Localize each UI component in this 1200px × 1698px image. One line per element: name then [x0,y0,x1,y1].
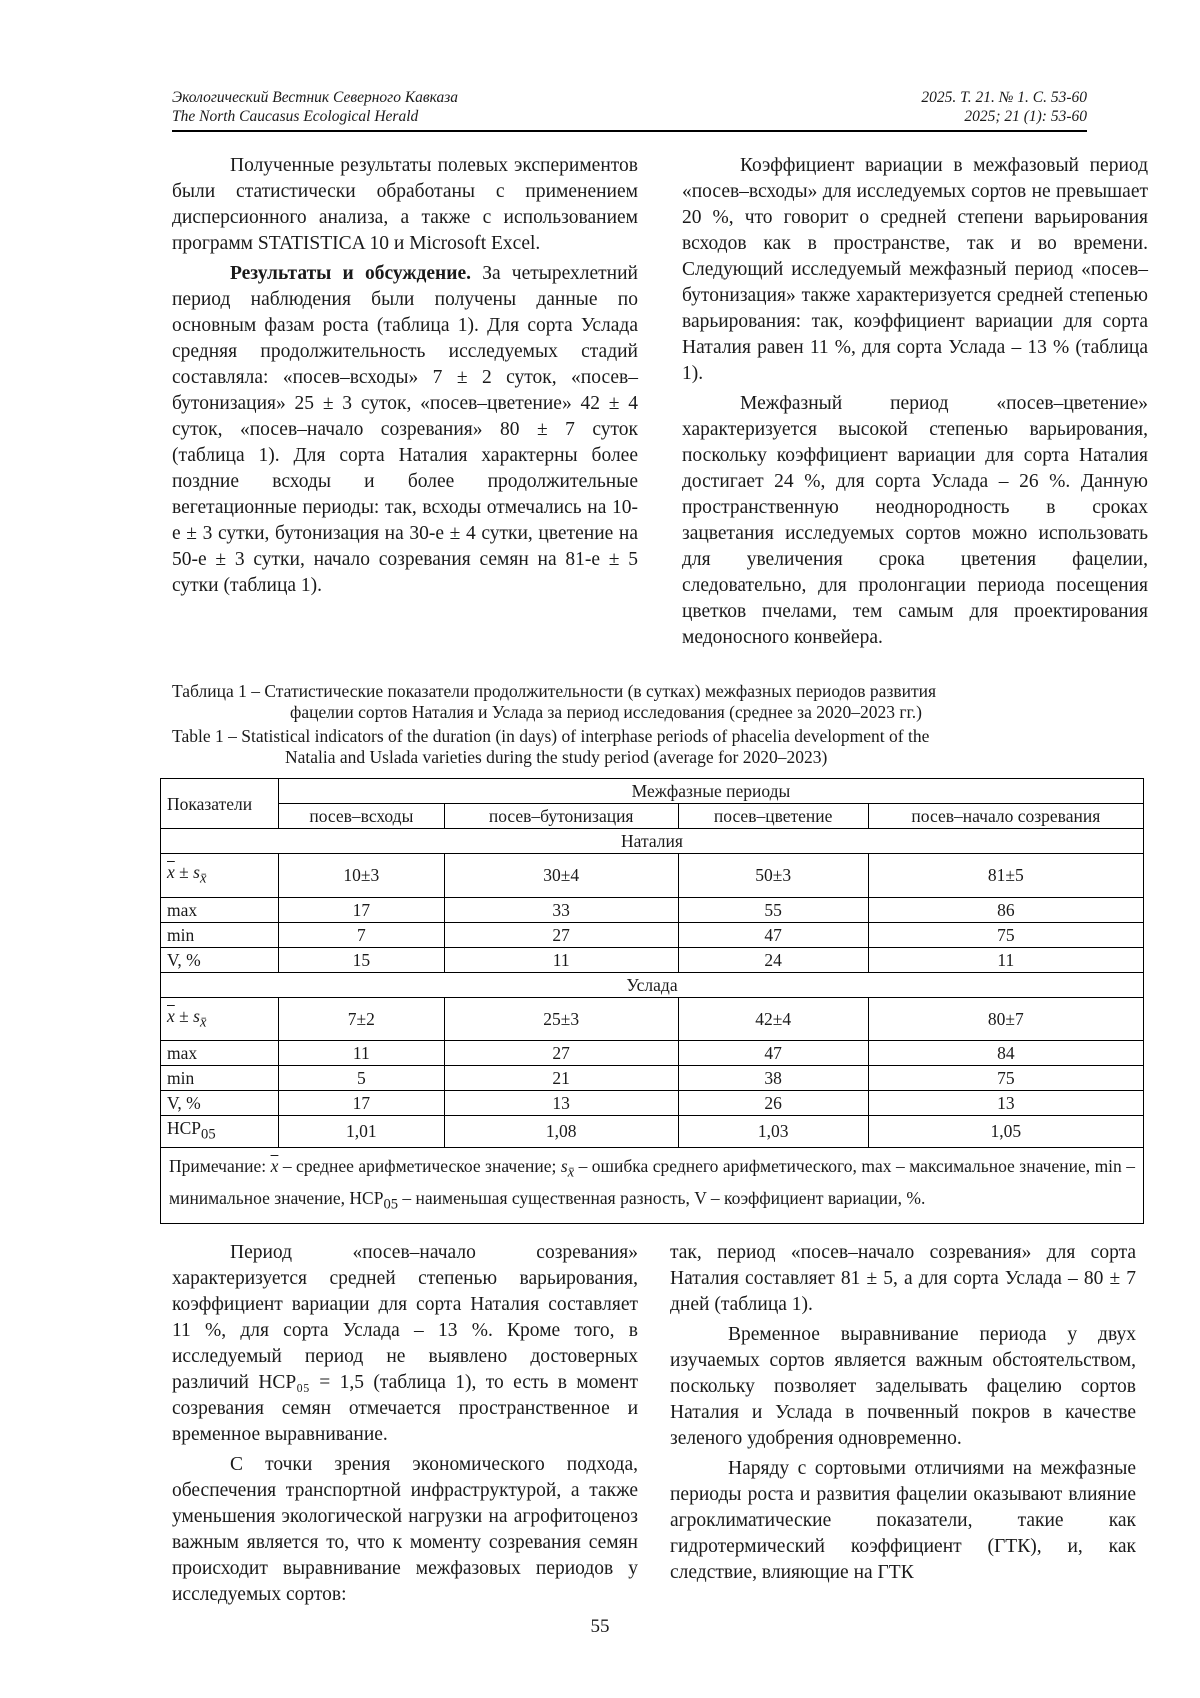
paragraph: Межфазный период «посев–цветение» характеризуется высокой степенью варьирования, поскольку коэффициент вариации для сорта Наталия достигает 24 %, для сорта Услада – 26 %. Данную пространственную неоднородность в сроках зацветания исследуемых сортов можно использовать для увеличения срока цветения фацелии, следовательно, для пролонгации периода посещения цветков пчелами, тем самым для проектирования медоносного конвейера. [682,393,1148,648]
table-cell: 47 [678,1041,868,1066]
row-label-min: min [161,1066,279,1091]
table-cell: 11 [444,947,678,972]
hsr-subscript: 05 [201,1126,216,1143]
note-label: Примечание: [169,1155,267,1176]
hsr-subscript: 05 [383,1196,399,1213]
row-label-v: V, % [161,947,279,972]
paragraph-body: За четырехлетний период наблюдения были получены данные по основным фазам роста (таблица 1). Для сорта Услада средняя продолжительность исследуемых стадий составляла: «посев–всходы» 7 ± 2 суток, «посев–бутонизация» 25 ± 3 суток, «посев–цветение» 42 ± 4 суток, «посев–начало созревания» 80 ± 7 суток (таблица 1). Для сорта Наталия характерны более поздние всходы и более продолжительные вегетационные периоды: так, всходы отмечались на 10-е ± 3 сутки, бутонизация на 30-е ± 4 сутки, цветение на 50-е ± 3 сутки, начало созревания семян на 81-е ± 5 сутки (таблица 1). [172,263,638,596]
x-bar-symbol: $\overline{x}$ [270,1155,279,1176]
column-header: посев–начало созревания [868,804,1143,829]
table-cell: 5 [279,1066,445,1091]
header-rule [172,130,1087,132]
row-label-mean: $\overline{x} \pm s_{x̄}$ [161,997,279,1041]
table-cell: 13 [868,1091,1143,1116]
row-label-hsr [161,1116,279,1148]
journal-title-ru: Экологический Вестник Северного Кавказа [172,89,459,106]
table-caption-ru [172,681,1087,723]
caption-line: Natalia and Uslada varieties during the study period (average for 2020–2023) [285,747,828,767]
row-label-min: min [161,922,279,947]
citation-ru: 2025. Т. 21. № 1. С. 53-60 [921,89,1087,106]
table-note-row [161,1147,1144,1223]
s-subscript: x̄ [199,870,207,887]
data-table [160,778,1144,1224]
table-cell: 80±7 [868,997,1143,1041]
table-cell: 13 [444,1091,678,1116]
table-row [161,1041,1144,1066]
paragraph: С точки зрения экономического подхода, обеспечения транспортной инфраструктурой, а также уменьшения экологической нагрузки на агрофитоценоз важным является то, что к моменту созревания семян происходит выравнивание межфазовых периодов у исследуемых сортов: [172,1454,638,1605]
s-subscript: x̄ [199,1014,207,1030]
table-row [161,1066,1144,1091]
table-cell: 7±2 [279,997,445,1041]
table-cell: 50±3 [678,854,868,898]
paragraph: Полученные результаты полевых экспериментов были статистически обработаны с применением дисперсионного анализа, а также с использованием программ STATISTICA 10 и Microsoft Excel. [172,155,638,254]
table-cell: 30±4 [444,854,678,898]
table-cell: 84 [868,1041,1143,1066]
table-row [161,854,1144,898]
note-text: – ошибка среднего арифметического, max – максимальное значение, min – минимальное значение, НСР [169,1155,1136,1208]
table-row [161,922,1144,947]
left-column-top [172,153,638,599]
table-cell: 17 [279,897,445,922]
table-cell: 24 [678,947,868,972]
table-cell: 10±3 [279,854,445,898]
column-header: посев–цветение [678,804,868,829]
table-row [161,897,1144,922]
periods-header: Межфазные периоды [279,779,1144,804]
table-cell: 11 [868,947,1143,972]
s-symbol: s [560,1155,568,1176]
running-header [172,88,1087,126]
column-header: посев–бутонизация [444,804,678,829]
table-cell: 33 [444,897,678,922]
paragraph: так, период «посев–начало созревания» для сорта Наталия составляет 81 ± 5, а для сорта Услада – 80 ± 7 дней (таблица 1). [670,1242,1136,1315]
table-cell: 25±3 [444,997,678,1041]
citation-en: 2025; 21 (1): 53-60 [964,108,1087,125]
table-cell: 55 [678,897,868,922]
paragraph: Временное выравнивание периода у двух изучаемых сортов является важным обстоятельством, поскольку позволяет заделывать фацелию сортов Наталия и Услада в почвенный покров в качестве зеленого удобрения одновременно. [670,1324,1136,1449]
table-cell: 86 [868,897,1143,922]
caption-line: Table 1 – Statistical indicators of the duration (in days) of interphase periods of phacelia development of the [172,726,930,746]
table-cell: 27 [444,1041,678,1066]
section-heading: Результаты и обсуждение. [230,263,472,284]
right-column-bottom [670,1240,1136,1586]
hsr-label: НСР [167,1118,202,1138]
table-caption-en [172,726,1087,768]
page-number: 55 [590,1616,610,1637]
s-subscript: x̄ [567,1164,575,1180]
paragraph-results [172,261,638,599]
table-row [161,947,1144,972]
table-header-row [161,779,1144,804]
table-row [161,1116,1144,1148]
table-cell: 42±4 [678,997,868,1041]
table-cell: 75 [868,922,1143,947]
table-cell: 7 [279,922,445,947]
paragraph: Наряду с сортовыми отличиями на межфазные периоды роста и развития фацелии оказывают влияние агроклиматические показатели, такие как гидротермический коэффициент (ГТК), и, как следствие, влияющие на ГТК [670,1458,1136,1583]
table-cell: 81±5 [868,854,1143,898]
table-cell: 1,05 [868,1116,1143,1148]
section-natalia: Наталия [161,829,1144,854]
journal-title-en: The North Caucasus Ecological Herald [172,108,419,125]
table-cell: 26 [678,1091,868,1116]
table-row [161,997,1144,1041]
x-bar-symbol: $\overline{x}$ [167,862,175,882]
right-column-top [682,153,1148,651]
section-row [161,829,1144,854]
section-uslada: Услада [161,972,1144,997]
row-label-max: max [161,897,279,922]
table-cell: 21 [444,1066,678,1091]
x-bar-symbol: $\overline{x}$ [167,1005,175,1026]
paragraph: Коэффициент вариации в межфазовый период «посев–всходы» для исследуемых сортов не превышает 20 %, что говорит о средней степени варьирования всходов как в пространстве, так и во времени. Следующий исследуемый межфазный период «посев–бутонизация» также характеризуется средней степенью варьирования: так, коэффициент вариации для сорта Наталия равен 11 %, для сорта Услада – 13 % (таблица 1). [682,155,1148,384]
table-row [161,1091,1144,1116]
row-label-v: V, % [161,1091,279,1116]
table-cell: 75 [868,1066,1143,1091]
table-cell: 11 [279,1041,445,1066]
table-subheader-row [161,804,1144,829]
table-note [161,1147,1144,1223]
table-cell: 27 [444,922,678,947]
caption-line: Таблица 1 – Статистические показатели продолжительности (в сутках) межфазных периодов развития [172,681,937,701]
note-text: – среднее арифметическое значение; [278,1155,561,1176]
s-symbol: s [193,862,200,882]
note-text: – наименьшая существенная разность, V – коэффициент вариации, %. [398,1188,926,1208]
table-cell: 1,08 [444,1116,678,1148]
column-header: посев–всходы [279,804,445,829]
row-label-mean: $\overline{x} \pm s_{x̄}$ [161,854,279,898]
paragraph: Период «посев–начало созревания» характеризуется средней степенью варьирования, коэффициент вариации для сорта Наталия составляет 11 %, для сорта Услада – 13 %. Кроме того, в исследуемый период не выявлено достоверных различий НСР₀₅ = 1,5 (таблица 1), то есть в момент созревания семян отмечается пространственное и временное выравнивание. [172,1242,638,1445]
row-label-max: max [161,1041,279,1066]
s-symbol: s [193,1005,200,1026]
table-cell: 15 [279,947,445,972]
section-row [161,972,1144,997]
table-cell: 1,03 [678,1116,868,1148]
caption-line: фацелии сортов Наталия и Услада за период исследования (среднее за 2020–2023 гг.) [290,702,922,722]
table-cell: 38 [678,1066,868,1091]
indicator-header: Показатели [161,779,279,829]
table-cell: 47 [678,922,868,947]
left-column-bottom [172,1240,638,1608]
table-cell: 1,01 [279,1116,445,1148]
table-cell: 17 [279,1091,445,1116]
